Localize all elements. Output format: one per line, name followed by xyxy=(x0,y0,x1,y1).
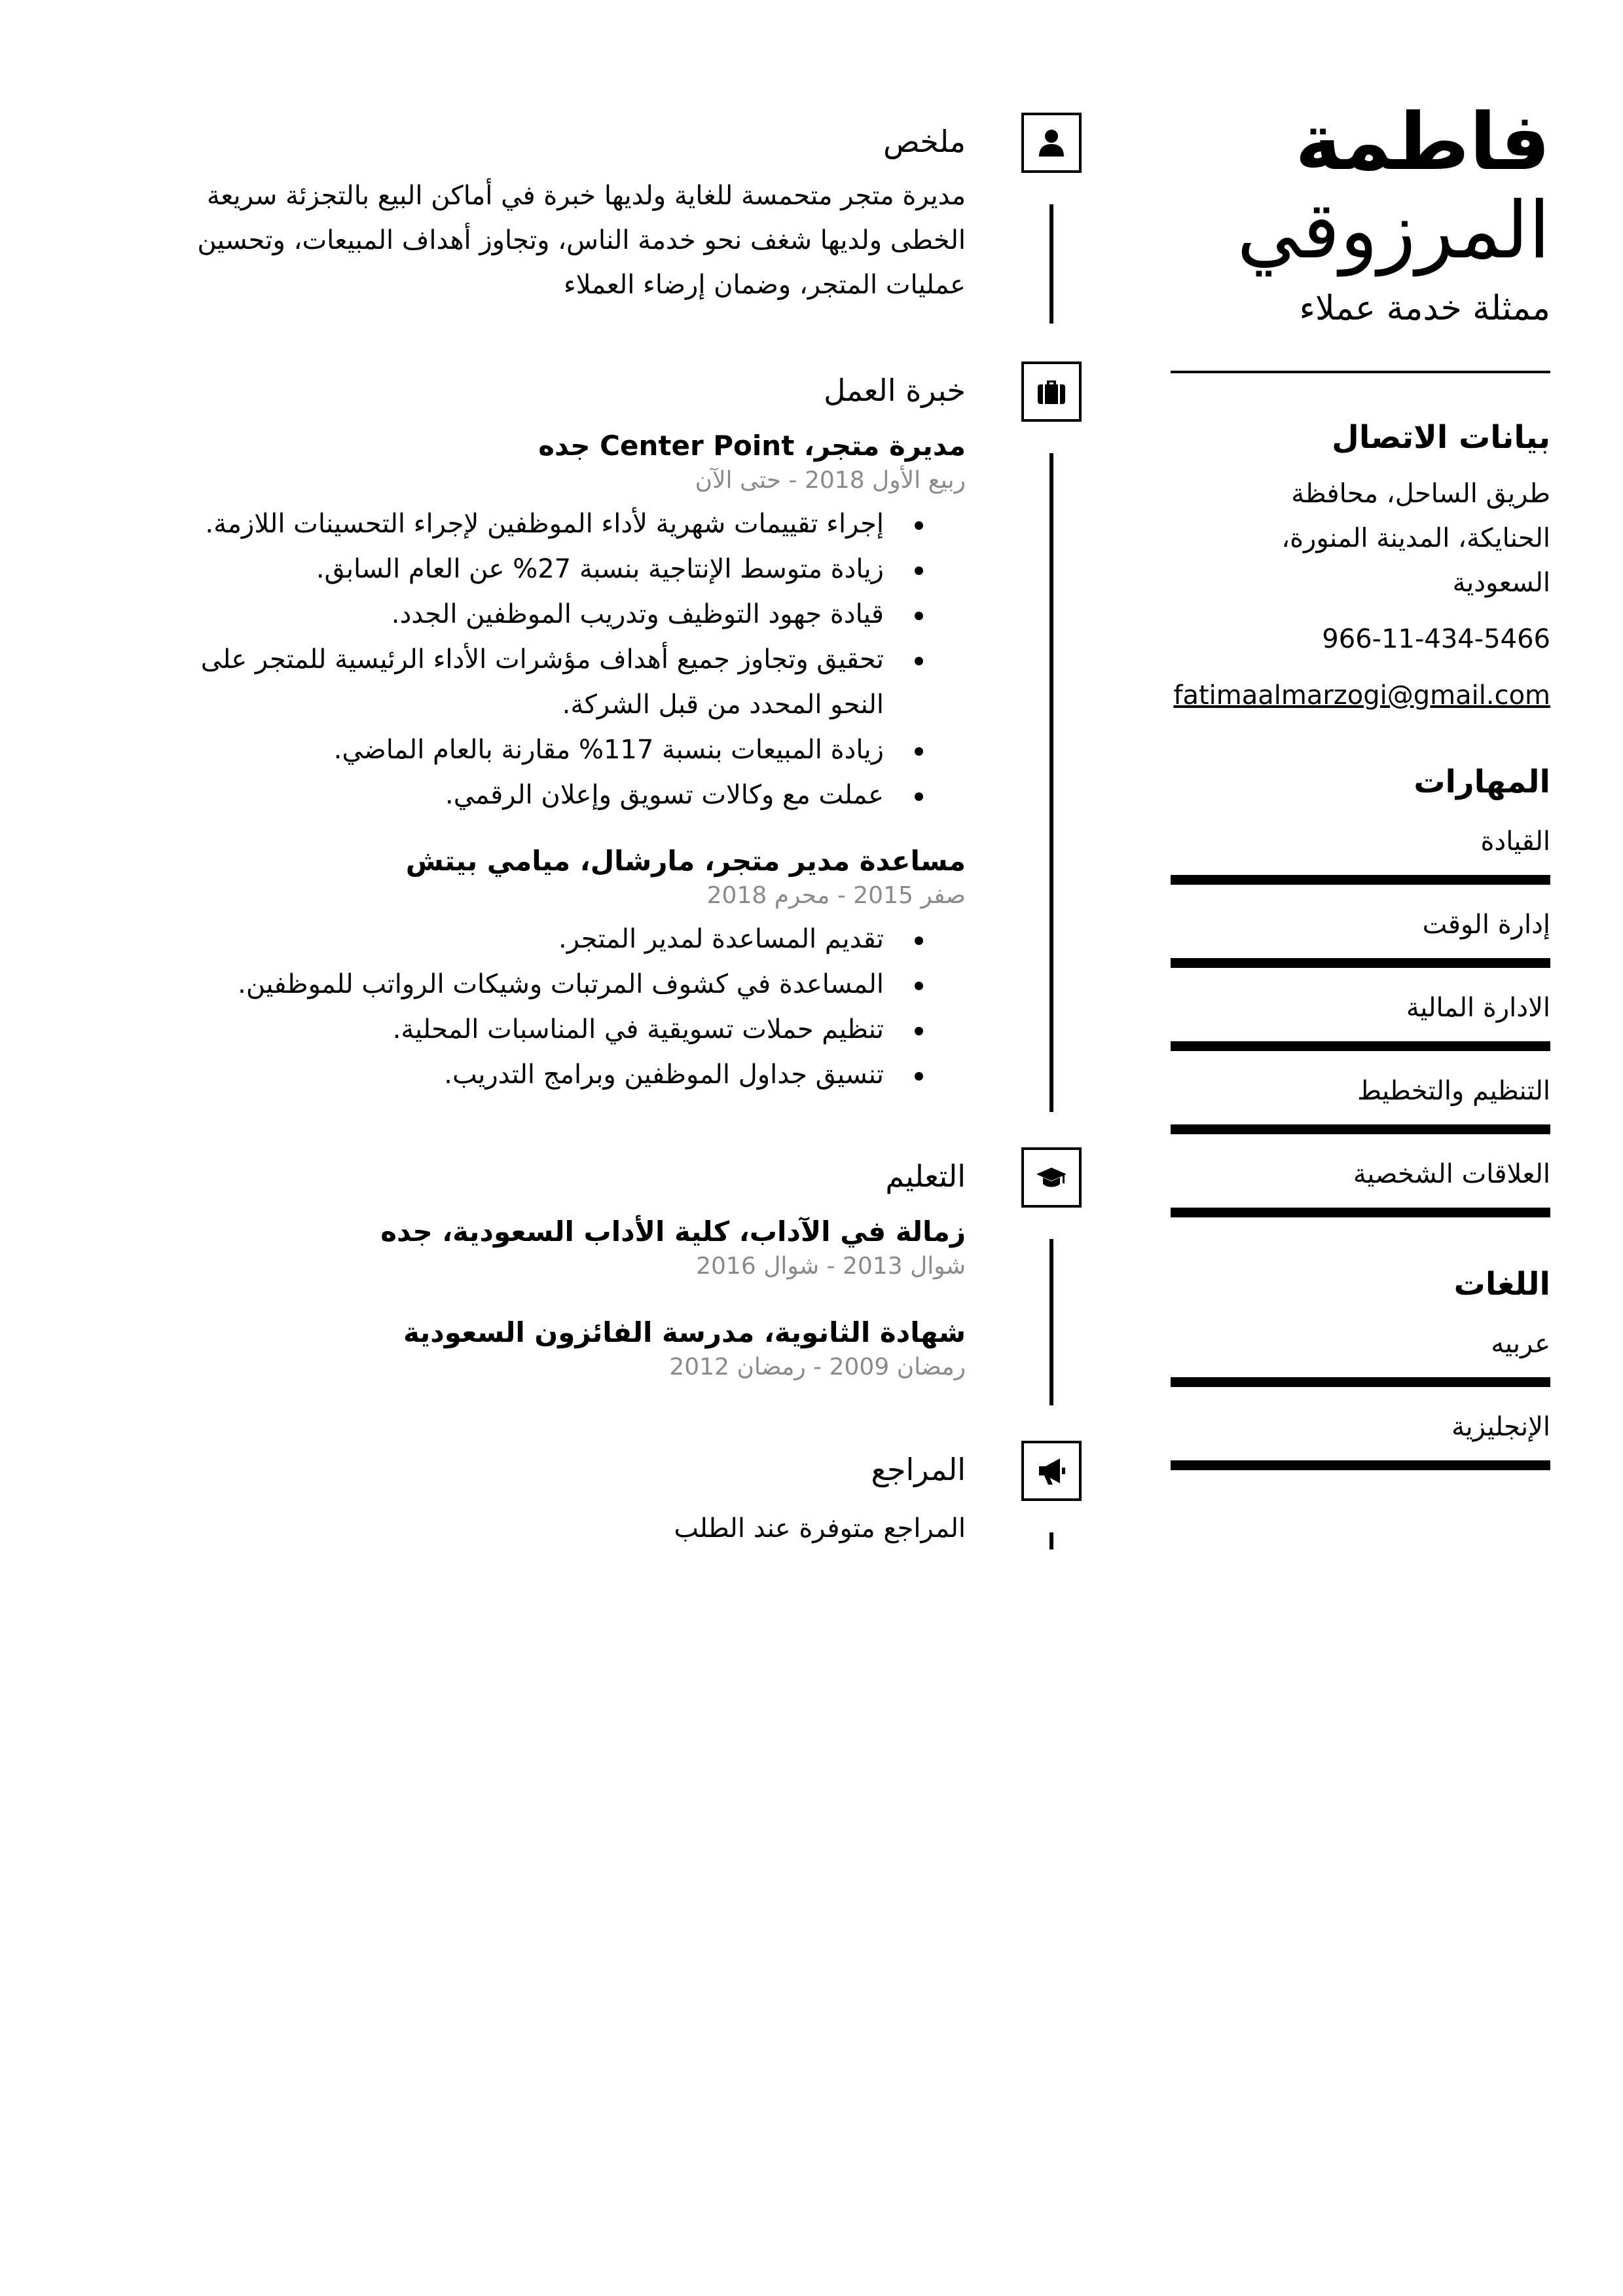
job-title: مديرة متجر، Center Point جده xyxy=(538,430,966,462)
skill-level-bar xyxy=(1171,875,1550,885)
language-label: عربيه xyxy=(1491,1329,1550,1359)
experience-icon-box xyxy=(1021,361,1082,422)
job-bullet: تحقيق وتجاوز جميع أهداف مؤشرات الأداء الرئيسية للمتجر على النحو المحدد من قبل الشركة. xyxy=(144,637,884,728)
education-title: شهادة الثانوية، مدرسة الفائزون السعودية xyxy=(403,1316,966,1348)
job-bullets xyxy=(144,502,966,818)
briefcase-icon xyxy=(1035,375,1068,408)
skill-level-bar xyxy=(1171,1124,1550,1134)
first-name: فاطمة xyxy=(1295,97,1550,188)
address-line: السعودية xyxy=(1452,568,1550,598)
contact-email-link[interactable]: fatimaalmarzogi@gmail.com xyxy=(1173,680,1550,711)
timeline-line xyxy=(1049,1239,1053,1405)
timeline-line xyxy=(1049,1532,1053,1549)
contact-phone: 966-11-434-5466 xyxy=(1322,624,1550,654)
address-line: طريق الساحل، محافظة xyxy=(1291,479,1550,509)
language-item xyxy=(1171,1324,1550,1387)
skill-level-bar xyxy=(1171,1208,1550,1217)
references-heading: المراجع xyxy=(871,1452,966,1487)
skill-label: العلاقات الشخصية xyxy=(1353,1159,1550,1189)
skill-item xyxy=(1171,988,1550,1051)
skill-label: إدارة الوقت xyxy=(1422,910,1550,940)
timeline-line xyxy=(1049,453,1053,1112)
job-bullet: زيادة المبيعات بنسبة 117% مقارنة بالعام الماضي. xyxy=(144,728,884,773)
education-entry xyxy=(144,1314,966,1383)
contact-address xyxy=(1171,472,1550,605)
skill-label: التنظيم والتخطيط xyxy=(1357,1076,1550,1106)
job-bullet: زيادة متوسط الإنتاجية بنسبة 27% عن العام السابق. xyxy=(144,547,884,592)
summary-section xyxy=(144,174,966,307)
summary-line: عمليات المتجر، وضمان إرضاء العملاء xyxy=(563,270,966,300)
skill-item xyxy=(1171,821,1550,885)
education-icon-box xyxy=(1021,1147,1082,1208)
language-item xyxy=(1171,1407,1550,1470)
education-heading: التعليم xyxy=(885,1158,966,1194)
references-text: المراجع متوفرة عند الطلب xyxy=(674,1513,966,1544)
timeline-line xyxy=(1049,204,1053,324)
job-entry xyxy=(144,427,966,818)
skill-item xyxy=(1171,904,1550,968)
education-entry xyxy=(144,1213,966,1282)
references-section xyxy=(144,1506,966,1551)
job-title: ممثلة خدمة عملاء xyxy=(1299,289,1550,328)
summary-line: مديرة متجر متحمسة للغاية ولديها خبرة في أماكن البيع بالتجزئة سريعة xyxy=(206,181,966,211)
job-entry xyxy=(144,842,966,1098)
skill-label: الادارة المالية xyxy=(1406,993,1550,1023)
job-bullets xyxy=(144,917,966,1098)
summary-line: الخطى ولديها شغف نحو خدمة الناس، وتجاوز أهداف المبيعات، وتحسين xyxy=(197,225,966,255)
skill-level-bar xyxy=(1171,958,1550,968)
skill-item xyxy=(1171,1154,1550,1217)
graduation-cap-icon xyxy=(1035,1161,1068,1194)
job-bullet: تنسيق جداول الموظفين وبرامج التدريب. xyxy=(144,1052,884,1098)
language-label: الإنجليزية xyxy=(1451,1412,1550,1442)
megaphone-icon xyxy=(1035,1454,1068,1487)
person-icon xyxy=(1035,126,1068,159)
last-name: المرزوقي xyxy=(1237,185,1550,276)
experience-heading: خبرة العمل xyxy=(824,373,966,408)
skills-list xyxy=(1171,821,1550,1217)
job-bullet: قيادة جهود التوظيف وتدريب الموظفين الجدد. xyxy=(144,592,884,637)
skill-level-bar xyxy=(1171,1041,1550,1051)
languages-list xyxy=(1171,1324,1550,1470)
summary-heading: ملخص xyxy=(883,124,966,159)
language-level-bar xyxy=(1171,1377,1550,1387)
header-divider xyxy=(1171,371,1550,373)
contact-heading: بيانات الاتصال xyxy=(1332,419,1550,456)
languages-heading: اللغات xyxy=(1453,1266,1550,1303)
job-bullet: تنظيم حملات تسويقية في المناسبات المحلية. xyxy=(144,1007,884,1052)
skills-heading: المهارات xyxy=(1413,764,1550,800)
job-title: مساعدة مدير متجر، مارشال، ميامي بيتش xyxy=(405,845,966,877)
skill-label: القيادة xyxy=(1480,826,1550,857)
job-dates: ربيع الأول 2018 - حتى الآن xyxy=(695,467,966,494)
sidebar xyxy=(1171,98,1550,1470)
education-title: زمالة في الآداب، كلية الأداب السعودية، جده xyxy=(380,1215,966,1248)
job-bullet: عملت مع وكالات تسويق وإعلان الرقمي. xyxy=(144,773,884,818)
job-bullet: تقديم المساعدة لمدير المتجر. xyxy=(144,917,884,962)
summary-icon-box xyxy=(1021,113,1082,173)
job-dates: صفر 2015 - محرم 2018 xyxy=(706,882,966,909)
job-bullet: إجراء تقييمات شهرية لأداء الموظفين لإجراء التحسينات اللازمة. xyxy=(144,502,884,547)
address-line: الحنايكة، المدينة المنورة، xyxy=(1281,523,1550,553)
education-dates: شوال 2013 - شوال 2016 xyxy=(696,1253,966,1280)
references-icon-box xyxy=(1021,1441,1082,1501)
language-level-bar xyxy=(1171,1460,1550,1470)
job-bullet: المساعدة في كشوف المرتبات وشيكات الرواتب للموظفين. xyxy=(144,962,884,1007)
education-dates: رمضان 2009 - رمضان 2012 xyxy=(669,1354,966,1380)
skill-item xyxy=(1171,1071,1550,1134)
